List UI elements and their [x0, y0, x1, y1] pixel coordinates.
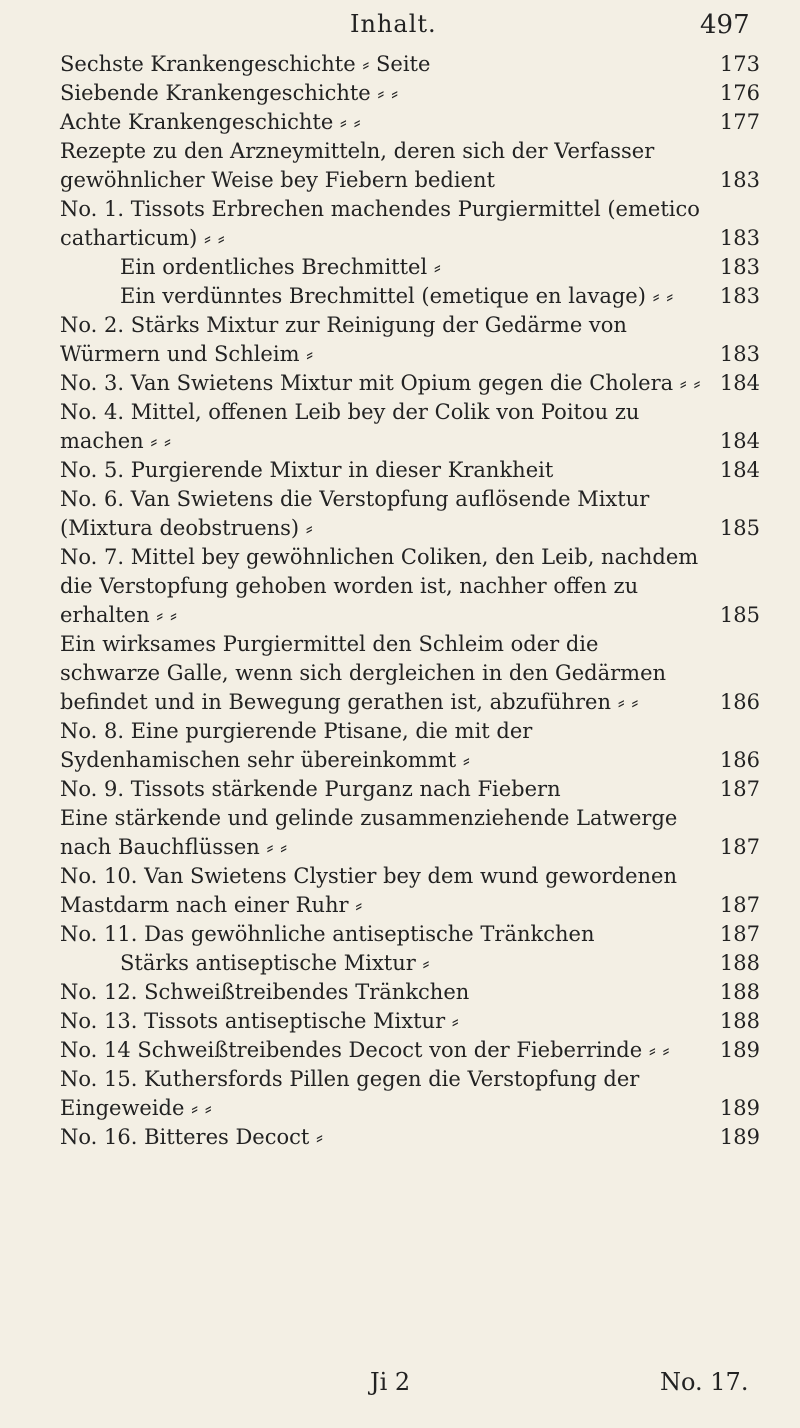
toc-entry-text: No. 9. Tissots stärkende Purganz nach Fiebern [60, 777, 561, 801]
toc-entry [60, 485, 760, 543]
page-footer [0, 1368, 800, 1408]
toc-entry-page: 184 [719, 371, 760, 395]
toc-entry-text: Ein ordentliches Brechmittel ⸗ [120, 255, 441, 279]
toc-entry-text: Eine stärkende und gelinde zusammenziehende Latwerge nach Bauchflüssen ⸗ ⸗ [60, 806, 678, 859]
toc-entry-text: Ein verdünntes Brechmittel (emetique en lavage) ⸗ ⸗ [120, 284, 674, 308]
toc-entry-text: Stärks antiseptische Mixtur ⸗ [120, 951, 430, 975]
toc-entry-text: No. 15. Kuthersfords Pillen gegen die Verstopfung der Eingeweide ⸗ ⸗ [60, 1067, 640, 1120]
toc-entry-page: 184 [719, 458, 760, 482]
toc-entry-page: 183 [719, 226, 760, 250]
toc-entry-page: 188 [719, 980, 760, 1004]
toc-entry-page: 188 [719, 1009, 760, 1033]
catchword: No. 17. [660, 1368, 749, 1396]
toc-entry [60, 79, 760, 108]
toc-entry [60, 50, 760, 79]
toc-entry [60, 717, 760, 775]
toc-entry [60, 1007, 760, 1036]
toc-entry-text: Achte Krankengeschichte ⸗ ⸗ [60, 110, 361, 134]
toc-entry-text: No. 11. Das gewöhnliche antiseptische Tränkchen [60, 922, 595, 946]
toc-entry-page: 188 [719, 951, 760, 975]
toc-entry-page: 187 [719, 893, 760, 917]
toc-entry-text: No. 1. Tissots Erbrechen machendes Purgiermittel (emetico catharticum) ⸗ ⸗ [60, 197, 700, 250]
toc-entry [60, 949, 760, 978]
toc-entry [60, 775, 760, 804]
toc-entry-page: 176 [719, 81, 760, 105]
toc-entry-page: 187 [719, 835, 760, 859]
toc-entry [60, 1123, 760, 1152]
toc-entry [60, 1065, 760, 1123]
running-head: Inhalt. [350, 10, 437, 38]
page-number: 497 [700, 10, 750, 40]
toc-entry-page: 189 [719, 1125, 760, 1149]
toc-entry [60, 920, 760, 949]
toc-entry [60, 195, 760, 253]
toc-entry-text: Rezepte zu den Arzneymitteln, deren sich der Verfasser gewöhnlicher Weise bey Fiebern bedient [60, 139, 655, 192]
toc-entry-text: No. 3. Van Swietens Mixtur mit Opium gegen die Cholera ⸗ ⸗ [60, 371, 701, 395]
toc-entry-page: 185 [719, 516, 760, 540]
toc-entry-page: 186 [719, 748, 760, 772]
page-header [0, 4, 800, 44]
toc-entry [60, 978, 760, 1007]
toc-entry-page: 187 [719, 777, 760, 801]
toc-entry-page: 183 [719, 255, 760, 279]
toc-entry [60, 862, 760, 920]
toc-entry-text: No. 7. Mittel bey gewöhnlichen Coliken, den Leib, nachdem die Verstopfung gehoben worden ist, nachher offen zu erhalten ⸗ ⸗ [60, 545, 699, 627]
toc-entry-page: 173 [719, 52, 760, 76]
toc-entry [60, 804, 760, 862]
toc-entry [60, 456, 760, 485]
toc-entry [60, 398, 760, 456]
toc-entry-text: Ein wirksames Purgiermittel den Schleim oder die schwarze Galle, wenn sich dergleichen in den Gedärmen befindet und in Bewegung gerathen ist, abzuführen ⸗ ⸗ [60, 632, 667, 714]
toc-entry-text: No. 4. Mittel, offenen Leib bey der Colik von Poitou zu machen ⸗ ⸗ [60, 400, 640, 453]
toc-entry-text: No. 12. Schweißtreibendes Tränkchen [60, 980, 470, 1004]
toc-entry [60, 108, 760, 137]
toc-entry-text: No. 14 Schweißtreibendes Decoct von der Fieberrinde ⸗ ⸗ [60, 1038, 670, 1062]
toc-entry-text: Siebende Krankengeschichte ⸗ ⸗ [60, 81, 399, 105]
toc-entry-text: No. 10. Van Swietens Clystier bey dem wund gewordenen Mastdarm nach einer Ruhr ⸗ [60, 864, 677, 917]
toc-entry-page: 184 [719, 429, 760, 453]
toc-entry-text: No. 8. Eine purgierende Ptisane, die mit der Sydenhamischen sehr übereinkommt ⸗ [60, 719, 533, 772]
toc-entry-page: 189 [719, 1038, 760, 1062]
toc-entry-text: No. 16. Bitteres Decoct ⸗ [60, 1125, 323, 1149]
toc-entry [60, 369, 760, 398]
table-of-contents [60, 50, 760, 1152]
toc-entry [60, 282, 760, 311]
toc-entry-page: 183 [719, 284, 760, 308]
toc-entry [60, 630, 760, 717]
signature-mark: Ji 2 [370, 1368, 411, 1396]
toc-entry [60, 137, 760, 195]
toc-entry-text: No. 2. Stärks Mixtur zur Reinigung der Gedärme von Würmern und Schleim ⸗ [60, 313, 627, 366]
toc-entry-page: 189 [719, 1096, 760, 1120]
toc-entry-text: No. 5. Purgierende Mixtur in dieser Krankheit [60, 458, 554, 482]
toc-entry-page: 177 [719, 110, 760, 134]
toc-entry-text: No. 13. Tissots antiseptische Mixtur ⸗ [60, 1009, 459, 1033]
toc-entry [60, 253, 760, 282]
toc-entry [60, 1036, 760, 1065]
toc-entry-text: No. 6. Van Swietens die Verstopfung auflösende Mixtur (Mixtura deobstruens) ⸗ [60, 487, 650, 540]
toc-entry-page: 185 [719, 603, 760, 627]
toc-entry [60, 311, 760, 369]
toc-entry-page: 183 [719, 342, 760, 366]
toc-entry-page: 183 [719, 168, 760, 192]
toc-entry [60, 543, 760, 630]
toc-entry-page: 186 [719, 690, 760, 714]
toc-entry-text: Sechste Krankengeschichte ⸗ Seite [60, 52, 431, 76]
toc-entry-page: 187 [719, 922, 760, 946]
